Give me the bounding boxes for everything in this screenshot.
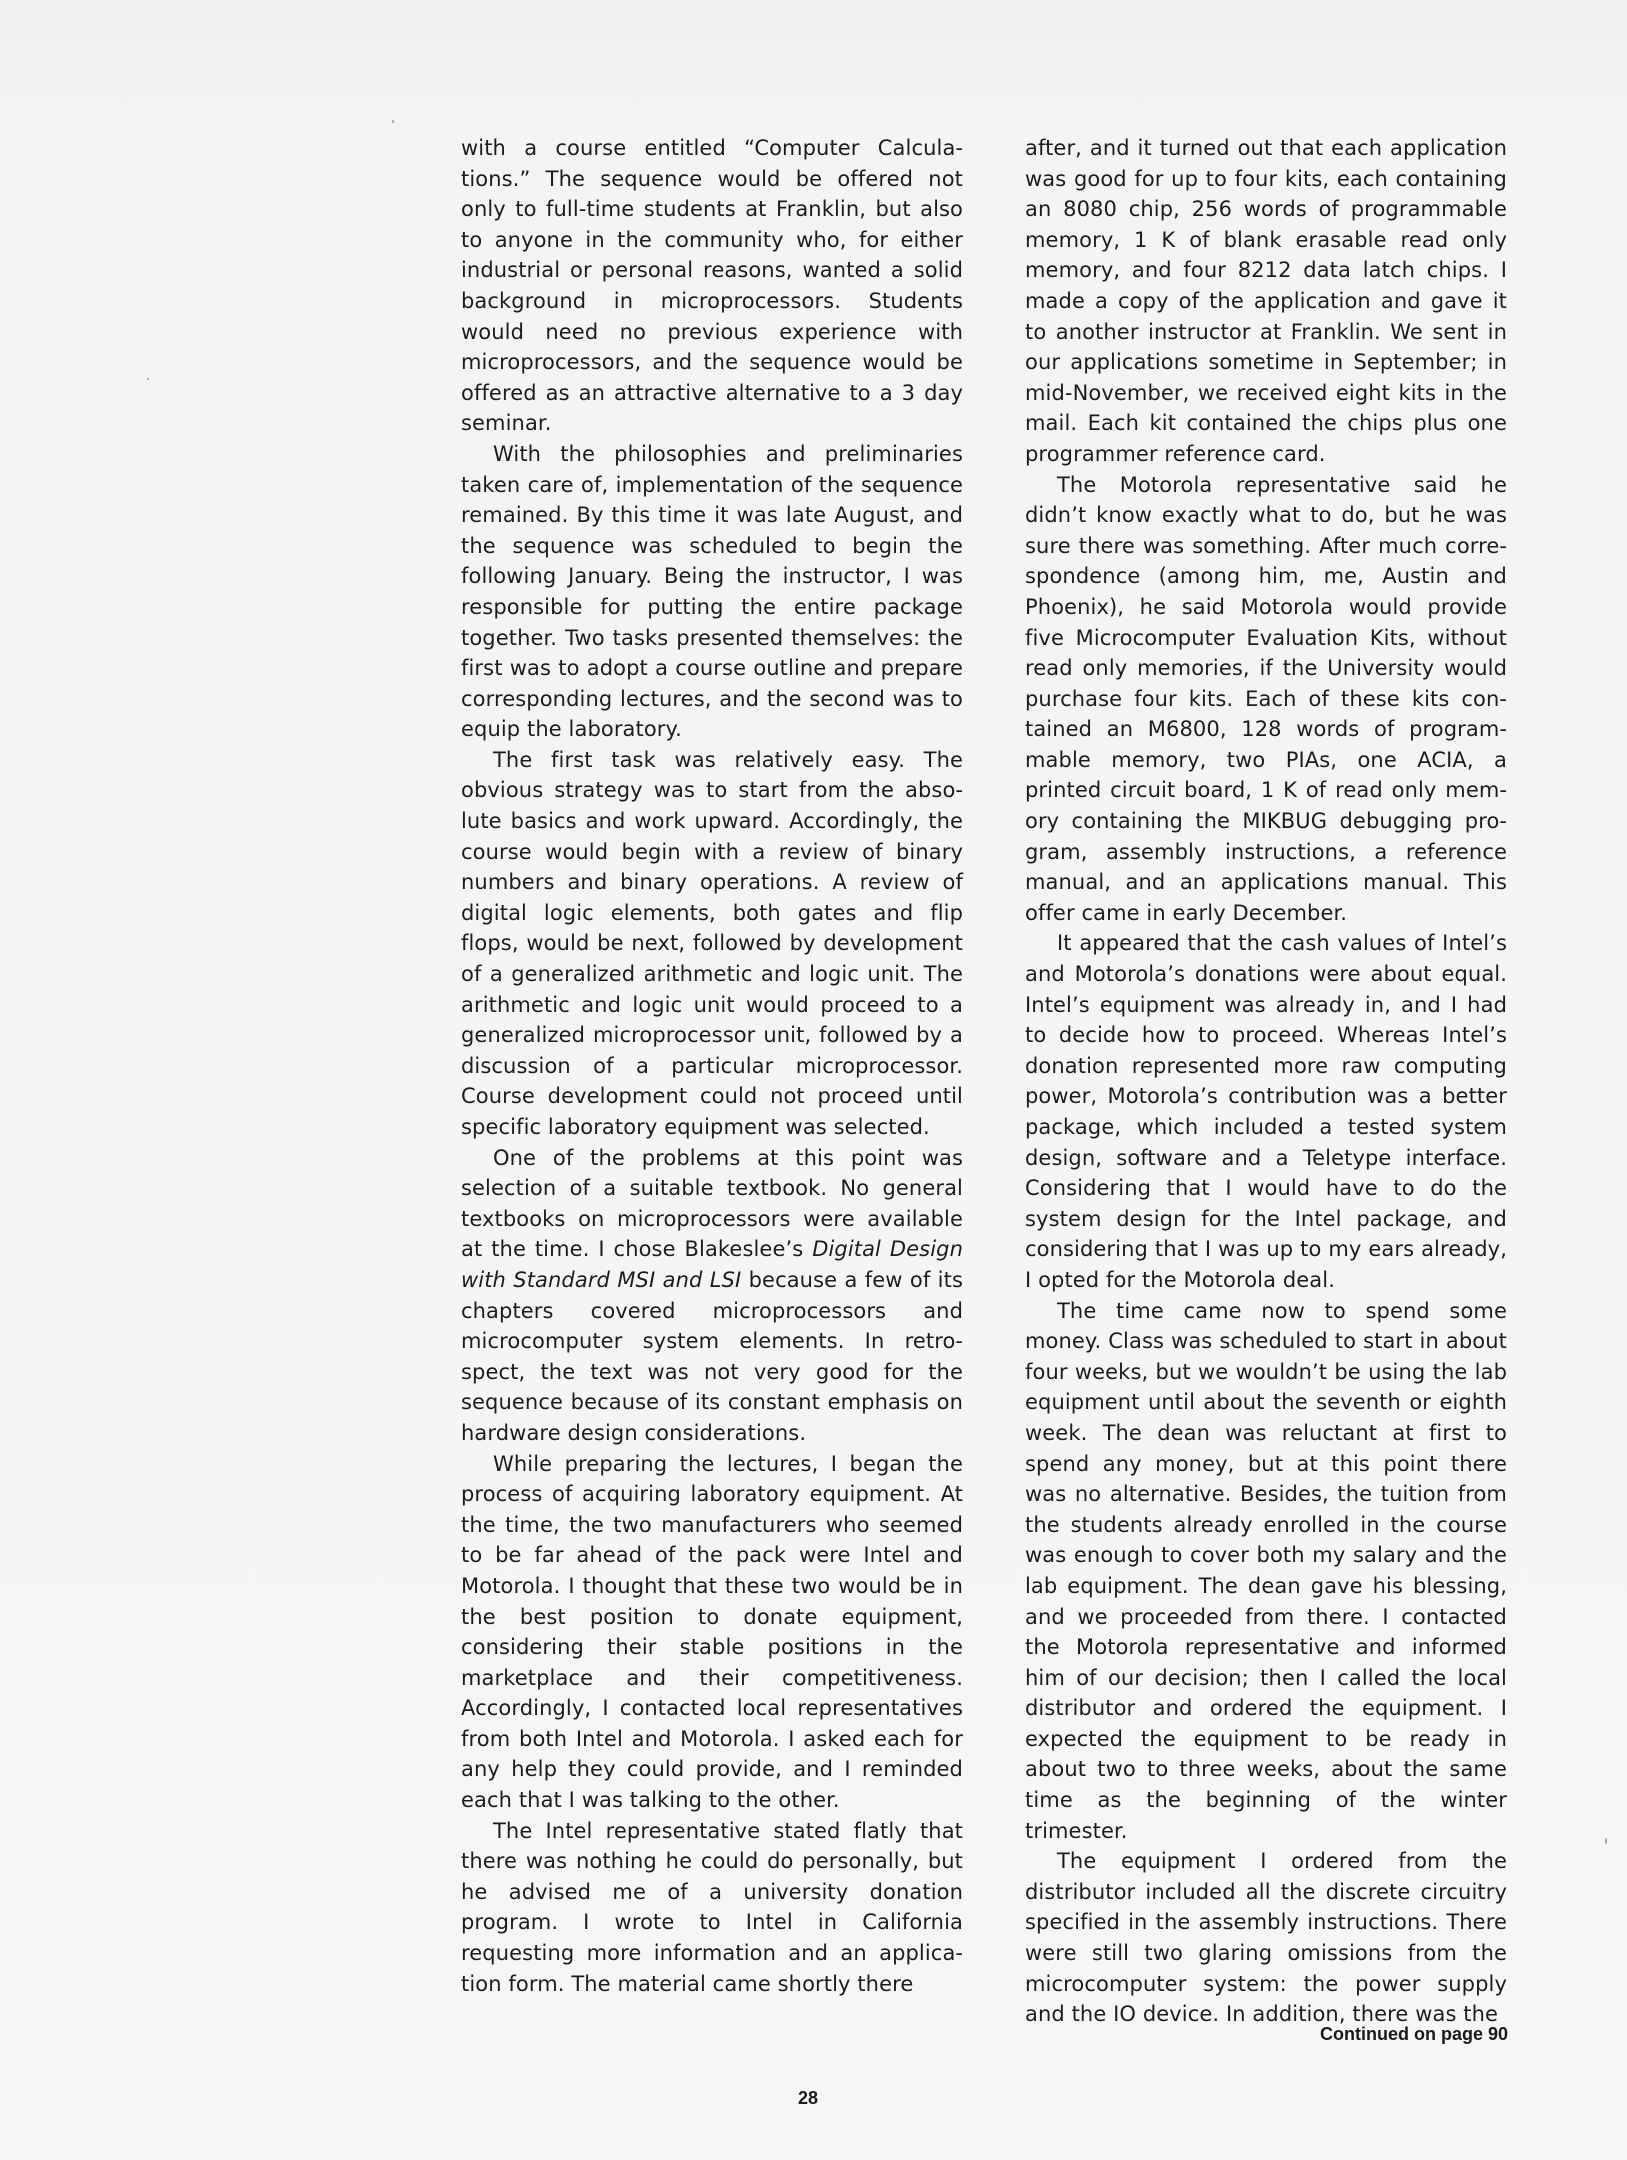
paragraph-text: One of the problems at this point was selection of a suitable textbook. No general textbooks on microprocessors were available at the time. I chose Blakeslee’s (461, 1145, 963, 1262)
right-column (1025, 133, 1507, 2030)
paragraph: The time came now to spend some money. Class was scheduled to start in about four weeks, but we wouldn’t be using the lab equipment until about the seventh or eighth week. The dean was reluctant at first to spend any money, but at this point there was no alternative. Besides, the tuition from the students already enrolled in the course was enough to cover both my salary and the lab equipment. The dean gave his blessing, and we proceeded from there. I contacted the Motorola representative and informed him of our decision; then I called the local distributor and ordered the equipment. I expected the equipment to be ready in about two to three weeks, about the same time as the beginning of the winter trimester. (1025, 1298, 1507, 1843)
paragraph-with-book-title (461, 1143, 963, 1449)
page-number: 28 (798, 2088, 819, 2108)
scan-speck (147, 378, 149, 380)
paragraph: While preparing the lectures, I began the process of acquiring laboratory equipment. At the time, the two manufacturers who seemed to be far ahead of the pack were Intel and Motorola. I thought that these two would be in the best position to donate equipment, considering their stable positions in the marketplace and their competitiveness. Accordingly, I contacted local representatives from both Intel and Motorola. I asked each for any help they could provide, and I reminded each that I was talking to the other. (461, 1451, 963, 1813)
scan-speck (392, 120, 394, 123)
paragraph: after, and it turned out that each application was good for up to four kits, each containing an 8080 chip, 256 words of programmable memory, 1 K of blank erasable read only memory, and four 8212 data latch chips. I made a copy of the application and gave it to another instructor at Franklin. We sent in our applications sometime in September; in mid-November, we received eight kits in the mail. Each kit contained the chips plus one programmer reference card. (1025, 136, 1507, 466)
paragraph-text: because a few of its chapters covered microprocessors and microcomputer system elements. In retrospect, the text was not very good for the sequence because of its constant emphasis on hardware design considerations. (461, 1267, 963, 1445)
paragraph: With the philosophies and preliminaries taken care of, implementation of the sequence remained. By this time it was late August, and the sequence was scheduled to begin the following January. Being the instructor, I was responsible for putting the entire package together. Two tasks presented themselves: the first was to adopt a course outline and prepare corresponding lectures, and the second was to equip the laboratory. (461, 441, 963, 742)
paragraph: It appeared that the cash values of Intel’s and Motorola’s donations were about equal. Intel’s equipment was already in, and I had to decide how to proceed. Whereas Intel’s donation represented more raw computing power, Motorola’s contribution was a better package, which included a tested system design, software and a Teletype interface. Considering that I would have to do the system design for the Intel package, and considering that I was up to my ears already, I opted for the Motorola deal. (1025, 931, 1507, 1292)
book-title: Digital Design with Standard MSI and LSI (461, 1237, 963, 1292)
paragraph: The first task was relatively easy. The obvious strategy was to start from the absolute basics and work upward. Accordingly, the course would begin with a review of binary numbers and binary operations. A review of digital logic elements, both gates and flip flops, would be next, followed by development of a generalized arithmetic and logic unit. The arithmetic and logic unit would proceed to a generalized microprocessor unit, followed by a discussion of a particular microprocessor. Course development could not proceed until specific laboratory equipment was selected. (461, 747, 963, 1139)
scan-speck (1605, 1838, 1607, 1844)
continued-on-page-link[interactable]: Continued on page 90 (1319, 2024, 1508, 2044)
paragraph: The equipment I ordered from the distributor included all the discrete circuitry specified in the assembly instructions. There were still two glaring omissions from the microcomputer system: the power supply and the IO device. In addition, there was the (1025, 1849, 1507, 2027)
paragraph: The Motorola representative said he didn’t know exactly what to do, but he was sure there was something. After much correspondence (among him, me, Austin and Phoenix), he said Motorola would provide five Microcomputer Evaluation Kits, without read only memories, if the University would purchase four kits. Each of these kits contained an M6800, 128 words of programmable memory, two PIAs, one ACIA, a printed circuit board, 1 K of read only memory containing the MIKBUG debugging program, assembly instructions, a reference manual, and an applications manual. This offer came in early December. (1025, 472, 1507, 925)
paragraph: The Intel representative stated flatly that there was nothing he could do personally, but he advised me of a university donation program. I wrote to Intel in California requesting more information and an application form. The material came shortly there (461, 1818, 963, 1996)
left-column (461, 133, 963, 1999)
paragraph: with a course entitled “Computer Calculations.” The sequence would be offered not only to full-time students at Franklin, but also to anyone in the community who, for either industrial or personal reasons, wanted a solid background in microprocessors. Students would need no previous experience with microprocessors, and the sequence would be offered as an attractive alternative to a 3 day seminar. (461, 136, 963, 436)
